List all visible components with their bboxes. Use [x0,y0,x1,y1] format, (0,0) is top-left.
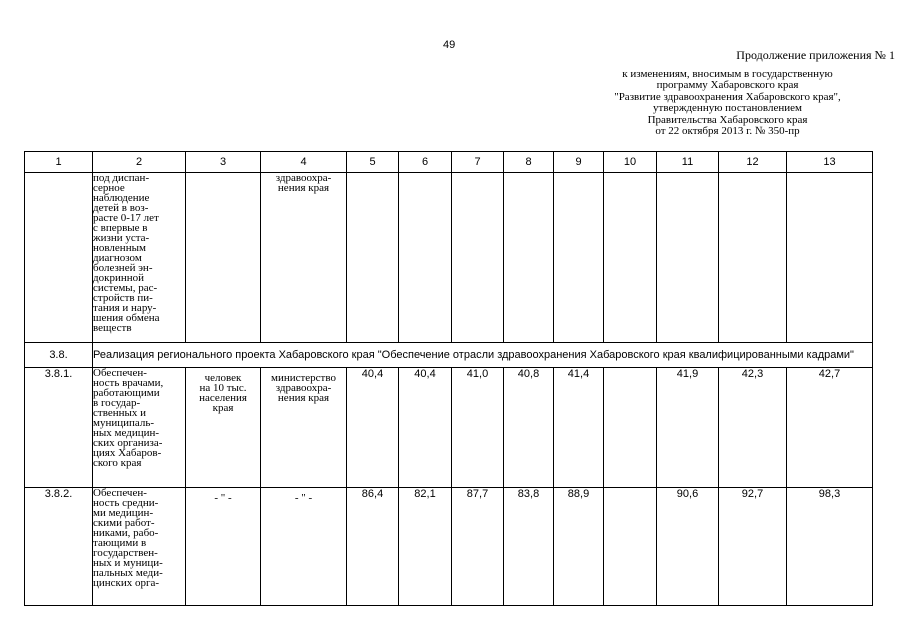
value-cell [347,173,399,343]
indicator-line: докринной [93,272,144,284]
section-row [25,343,873,368]
indicator-line: тающими в [93,537,147,549]
value-cell: 42,7 [787,368,873,488]
indicator-line: жизни уста- [93,232,150,244]
value-cell [787,173,873,343]
header-line: программу Хабаровского края [656,79,799,91]
row-index: 3.8.1. [25,368,93,488]
indicator-line: с впервые в [93,222,148,234]
value-cell [657,173,719,343]
header-line: утвержденную постановлением [653,102,802,114]
value-cell [399,173,452,343]
indicator-line: Обеспечен- [93,367,147,379]
column-number: 5 [347,152,399,173]
indicator-line: диагнозом [93,252,142,264]
column-number: 4 [261,152,347,173]
indicator-line: Обеспечен- [93,487,147,499]
indicator-line: серное [93,182,125,194]
value-cell: 88,9 [554,488,604,606]
indicator-line: наблюдение [93,192,150,204]
value-cell: 41,0 [452,368,504,488]
executor-cell [261,488,347,606]
column-number: 13 [787,152,873,173]
indicator-cell [93,173,186,343]
indicator-line: ность средни- [93,497,159,509]
value-cell: 41,4 [554,368,604,488]
value-cell [504,173,554,343]
column-number: 3 [186,152,261,173]
header-line: от 22 октября 2013 г. № 350-пр [655,125,800,137]
value-cell: 92,7 [719,488,787,606]
indicator-cell [93,488,186,606]
unit-line: населения [199,392,247,404]
value-cell: 87,7 [452,488,504,606]
index-cell [25,173,93,343]
value-cell: 41,9 [657,368,719,488]
column-number: 6 [399,152,452,173]
indicator-line: под диспан- [93,172,150,184]
column-number: 9 [554,152,604,173]
indicator-line: скими работ- [93,517,155,529]
table-row [25,368,873,488]
appendix-continuation-title: Продолжение приложения № 1 [736,48,895,62]
indicator-line: работающими [93,387,160,399]
executor-line: здравоохра- [275,172,332,184]
table-row [25,488,873,606]
column-number: 12 [719,152,787,173]
column-number: 11 [657,152,719,173]
indicator-line: пальных меди- [93,567,163,579]
section-title: Реализация регионального проекта Хабаровского края "Обеспечение отрасли здравоохранения Хабаровского края квалифицированными кадрами" [93,343,873,368]
indicators-table [24,151,873,606]
row-index: 3.8.2. [25,488,93,606]
executor-line: нения края [277,182,330,194]
unit-line: - " - [214,492,232,504]
header-line: "Развитие здравоохранения Хабаровского края", [614,90,841,103]
value-cell: 40,8 [504,368,554,488]
executor-cell [261,368,347,488]
value-cell: 83,8 [504,488,554,606]
unit-line: человек [204,372,242,384]
indicator-cell [93,368,186,488]
section-index: 3.8. [25,343,93,368]
value-cell: 90,6 [657,488,719,606]
column-number: 10 [604,152,657,173]
column-number: 8 [504,152,554,173]
table-row-continuation [25,173,873,343]
header-line: к изменениям, вносимым в государственную [622,67,833,80]
unit-cell [186,488,261,606]
executor-cell [261,173,347,343]
executor-line: - " - [294,492,313,504]
value-cell: 40,4 [347,368,399,488]
page-number: 49 [443,39,456,51]
indicator-line: в государ- [93,397,141,409]
value-cell [452,173,504,343]
value-cell: 42,3 [719,368,787,488]
indicator-line: системы, рас- [93,282,158,294]
indicator-line: цинских орга- [93,577,160,589]
value-cell [604,488,657,606]
indicator-line: болезней эн- [93,262,153,274]
executor-line: министерство [270,372,336,384]
value-cell: 98,3 [787,488,873,606]
value-cell [604,368,657,488]
value-cell [719,173,787,343]
unit-cell [186,173,261,343]
indicator-line: ских организа- [93,437,163,449]
column-number: 1 [25,152,93,173]
indicator-line: государствен- [93,547,158,559]
column-number-row [25,152,873,173]
indicator-line: циях Хабаров- [93,447,162,459]
indicator-line: ных медицин- [93,427,160,439]
indicator-line: детей в воз- [93,202,149,214]
indicator-line: стройств пи- [93,292,153,304]
indicator-line: тания и нару- [93,302,157,314]
unit-line: края [212,402,234,414]
indicator-line: ственных и [93,407,147,419]
indicator-line: шения обмена [93,312,160,324]
unit-line: на 10 тыс. [199,382,247,394]
indicator-line: новленным [93,242,146,254]
indicator-line: ского края [93,457,142,469]
indicator-line: никами, рабо- [93,527,159,539]
value-cell [554,173,604,343]
appendix-header [560,50,895,138]
indicator-line: ность врачами, [93,377,164,389]
unit-cell [186,368,261,488]
column-number: 2 [93,152,186,173]
column-number: 7 [452,152,504,173]
indicator-line: муниципаль- [93,417,155,429]
value-cell: 82,1 [399,488,452,606]
header-line: Правительства Хабаровского края [647,113,808,126]
executor-line: нения края [277,392,330,404]
indicator-line: расте 0-17 лет [93,212,159,224]
value-cell: 40,4 [399,368,452,488]
indicator-line: ных и муници- [93,557,163,569]
executor-line: здравоохра- [275,382,332,394]
indicator-line: ми медицин- [93,507,154,519]
value-cell: 86,4 [347,488,399,606]
value-cell [604,173,657,343]
indicator-line: веществ [93,322,132,334]
